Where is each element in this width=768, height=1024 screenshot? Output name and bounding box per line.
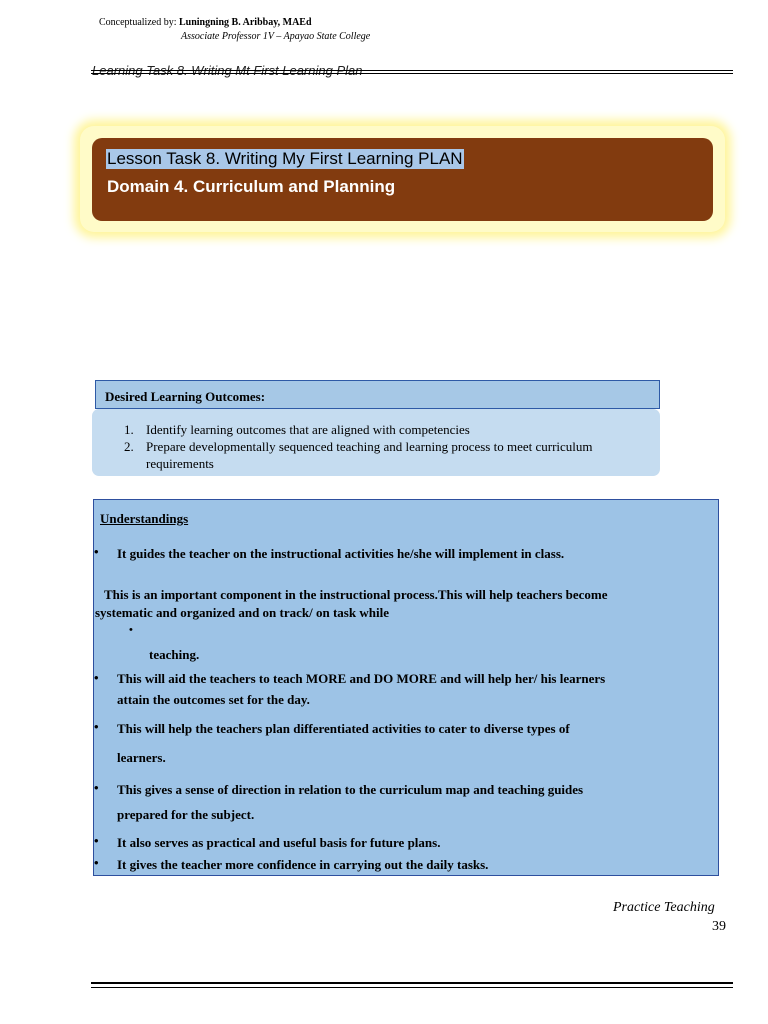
- author-name: Luningning B. Aribbay, MAEd: [178, 17, 312, 28]
- understanding-item-cont: systematic and organized and on track/ on task while: [95, 605, 389, 620]
- understanding-item: It also serves as practical and useful basis for future plans.: [117, 835, 441, 850]
- understanding-item-cont: learners.: [117, 750, 166, 765]
- understanding-item-cont: prepared for the subject.: [117, 807, 255, 822]
- course-name: Practice Teaching: [613, 900, 715, 915]
- outcome-number: 1.: [124, 422, 134, 437]
- header-rule: [91, 70, 733, 71]
- author-position: Associate Professor 1V – Apayao State College: [181, 31, 371, 42]
- understanding-item: This gives a sense of direction in relation to the curriculum map and teaching guides: [117, 782, 584, 797]
- understanding-item: It guides the teacher on the instructional activities he/she will implement in class.: [117, 546, 565, 561]
- understanding-item: This will help the teachers plan differentiated activities to cater to diverse types of: [117, 721, 570, 736]
- outcome-number: 2.: [124, 439, 134, 454]
- outcome-item: [124, 421, 638, 438]
- page-number: 39: [712, 919, 726, 934]
- understanding-item-cont: attain the outcomes set for the day.: [117, 692, 310, 707]
- bullet-icon: •: [94, 780, 99, 795]
- outcome-text: Prepare developmentally sequenced teaching and learning process to meet curriculum requirements: [146, 439, 593, 471]
- understanding-item: This will aid the teachers to teach MORE and DO MORE and will help her/ his learners: [117, 671, 606, 686]
- bullet-icon: •: [129, 624, 133, 636]
- bullet-icon: •: [94, 544, 99, 559]
- outcomes-list: [124, 421, 638, 472]
- footer-rule: [91, 982, 733, 984]
- understanding-item: It gives the teacher more confidence in carrying out the daily tasks.: [117, 857, 489, 872]
- outcomes-box: [92, 409, 660, 476]
- understanding-item-cont: teaching.: [149, 647, 200, 662]
- footer-rule-thin: [91, 987, 733, 988]
- bullet-icon: •: [94, 719, 99, 734]
- running-title: Learning Task 8. Writing Mt First Learning Plan: [92, 63, 363, 78]
- understandings-heading: Understandings: [100, 511, 189, 526]
- bullet-icon: •: [94, 833, 99, 848]
- conceptualized-label: Conceptualized by:: [99, 17, 177, 28]
- outcome-text: Identify learning outcomes that are aligned with competencies: [146, 422, 470, 437]
- understandings-box: [93, 499, 719, 876]
- domain-title: Domain 4. Curriculum and Planning: [107, 177, 396, 196]
- understanding-item: This is an important component in the instructional process.This will help teachers become: [104, 587, 608, 602]
- bullet-icon: •: [94, 855, 99, 870]
- bullet-icon: •: [94, 670, 99, 685]
- outcomes-heading: Desired Learning Outcomes:: [105, 389, 266, 404]
- author-credit: [99, 17, 312, 28]
- outcome-item: [124, 438, 638, 472]
- lesson-title: Lesson Task 8. Writing My First Learning PLAN: [107, 149, 463, 168]
- header-rule-thin: [91, 73, 733, 74]
- outcomes-heading-box: [95, 380, 660, 409]
